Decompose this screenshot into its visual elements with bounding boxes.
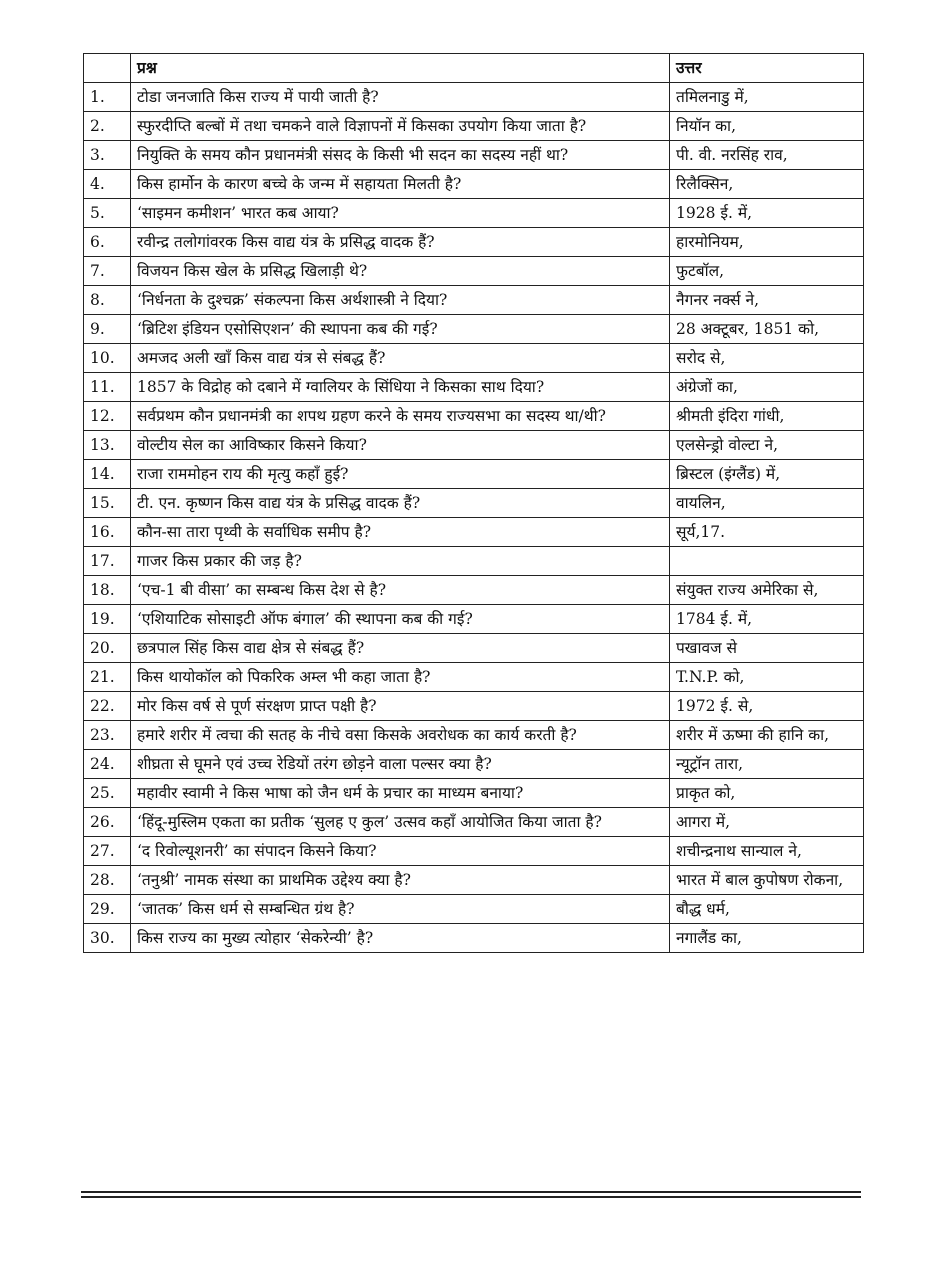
question-cell: मोर किस वर्ष से पूर्ण संरक्षण प्राप्त पक्षी है? bbox=[131, 692, 670, 721]
question-cell: कौन-सा तारा पृथ्वी के सर्वाधिक समीप है? bbox=[131, 518, 670, 547]
answer-cell: शचीन्द्रनाथ सान्याल ने, bbox=[670, 837, 864, 866]
table-row bbox=[84, 779, 864, 808]
question-cell: ‘जातक’ किस धर्म से सम्बन्धित ग्रंथ है? bbox=[131, 895, 670, 924]
answer-cell bbox=[670, 547, 864, 576]
row-number: 28. bbox=[84, 866, 131, 895]
row-number: 22. bbox=[84, 692, 131, 721]
row-number: 6. bbox=[84, 228, 131, 257]
table-row bbox=[84, 576, 864, 605]
answer-cell: नैगनर नर्क्स ने, bbox=[670, 286, 864, 315]
table-row bbox=[84, 286, 864, 315]
question-cell: हमारे शरीर में त्वचा की सतह के नीचे वसा किसके अवरोधक का कार्य करती है? bbox=[131, 721, 670, 750]
answer-cell: संयुक्त राज्य अमेरिका से, bbox=[670, 576, 864, 605]
row-number: 24. bbox=[84, 750, 131, 779]
answer-cell: फुटबॉल, bbox=[670, 257, 864, 286]
answer-cell: एलसेन्ड्रो वोल्टा ने, bbox=[670, 431, 864, 460]
row-number: 27. bbox=[84, 837, 131, 866]
footer-rule-bottom bbox=[81, 1196, 861, 1198]
row-number: 19. bbox=[84, 605, 131, 634]
table-row bbox=[84, 402, 864, 431]
answer-cell: श्रीमती इंदिरा गांधी, bbox=[670, 402, 864, 431]
question-cell: ‘ब्रिटिश इंडियन एसोसिएशन’ की स्थापना कब की गई? bbox=[131, 315, 670, 344]
answer-cell: रिलैक्सिन, bbox=[670, 170, 864, 199]
header-row bbox=[84, 54, 864, 83]
row-number: 14. bbox=[84, 460, 131, 489]
row-number: 23. bbox=[84, 721, 131, 750]
question-cell: ‘निर्धनता के दुश्चक्र’ संकल्पना किस अर्थशास्त्री ने दिया? bbox=[131, 286, 670, 315]
answer-cell: ब्रिस्टल (इंग्लैंड) में, bbox=[670, 460, 864, 489]
table-row bbox=[84, 460, 864, 489]
table-row bbox=[84, 663, 864, 692]
question-cell: ‘साइमन कमीशन’ भारत कब आया? bbox=[131, 199, 670, 228]
row-number: 4. bbox=[84, 170, 131, 199]
question-cell: किस हार्मोन के कारण बच्चे के जन्म में सहायता मिलती है? bbox=[131, 170, 670, 199]
table-row bbox=[84, 373, 864, 402]
header-answer: उत्तर bbox=[670, 54, 864, 83]
question-cell: वोल्टीय सेल का आविष्कार किसने किया? bbox=[131, 431, 670, 460]
table-row bbox=[84, 721, 864, 750]
table-row bbox=[84, 257, 864, 286]
table-row bbox=[84, 315, 864, 344]
row-number: 18. bbox=[84, 576, 131, 605]
answer-cell: अंग्रेजों का, bbox=[670, 373, 864, 402]
table-row bbox=[84, 692, 864, 721]
answer-cell: 1972 ई. से, bbox=[670, 692, 864, 721]
question-cell: 1857 के विद्रोह को दबाने में ग्वालियर के सिंधिया ने किसका साथ दिया? bbox=[131, 373, 670, 402]
table-row bbox=[84, 170, 864, 199]
answer-cell: न्यूट्रॉन तारा, bbox=[670, 750, 864, 779]
question-cell: ‘द रिवोल्यूशनरी’ का संपादन किसने किया? bbox=[131, 837, 670, 866]
table-row bbox=[84, 489, 864, 518]
question-cell: किस थायोकॉल को पिकरिक अम्ल भी कहा जाता है? bbox=[131, 663, 670, 692]
answer-cell: सूर्य,17. bbox=[670, 518, 864, 547]
question-cell: विजयन किस खेल के प्रसिद्ध खिलाड़ी थे? bbox=[131, 257, 670, 286]
row-number: 2. bbox=[84, 112, 131, 141]
table-row bbox=[84, 547, 864, 576]
qa-table bbox=[83, 53, 864, 953]
table-row bbox=[84, 344, 864, 373]
row-number: 5. bbox=[84, 199, 131, 228]
answer-cell: सरोद से, bbox=[670, 344, 864, 373]
row-number: 17. bbox=[84, 547, 131, 576]
answer-cell: पी. वी. नरसिंह राव, bbox=[670, 141, 864, 170]
answer-cell: नगालैंड का, bbox=[670, 924, 864, 953]
table-row bbox=[84, 866, 864, 895]
question-cell: सर्वप्रथम कौन प्रधानमंत्री का शपथ ग्रहण करने के समय राज्यसभा का सदस्य था/थी? bbox=[131, 402, 670, 431]
table-row bbox=[84, 924, 864, 953]
answer-cell: शरीर में ऊष्मा की हानि का, bbox=[670, 721, 864, 750]
table-row bbox=[84, 634, 864, 663]
question-cell: गाजर किस प्रकार की जड़ है? bbox=[131, 547, 670, 576]
question-cell: शीघ्रता से घूमने एवं उच्च रेडियों तरंग छोड़ने वाला पल्सर क्या है? bbox=[131, 750, 670, 779]
row-number: 1. bbox=[84, 83, 131, 112]
table-row bbox=[84, 518, 864, 547]
question-cell: ‘तनुश्री’ नामक संस्था का प्राथमिक उद्देश्य क्या है? bbox=[131, 866, 670, 895]
answer-cell: वायलिन, bbox=[670, 489, 864, 518]
question-cell: टी. एन. कृष्णन किस वाद्य यंत्र के प्रसिद्ध वादक हैं? bbox=[131, 489, 670, 518]
table-row bbox=[84, 199, 864, 228]
table-row bbox=[84, 431, 864, 460]
question-cell: ‘हिंदू-मुस्लिम एकता का प्रतीक ‘सुलह ए कुल’ उत्सव कहाँ आयोजित किया जाता है? bbox=[131, 808, 670, 837]
question-cell: रवीन्द्र तलोगांवरक किस वाद्य यंत्र के प्रसिद्ध वादक हैं? bbox=[131, 228, 670, 257]
question-cell: स्फुरदीप्ति बल्बों में तथा चमकने वाले विज्ञापनों में किसका उपयोग किया जाता है? bbox=[131, 112, 670, 141]
question-cell: टोडा जनजाति किस राज्य में पायी जाती है? bbox=[131, 83, 670, 112]
row-number: 9. bbox=[84, 315, 131, 344]
answer-cell: आगरा में, bbox=[670, 808, 864, 837]
table-row bbox=[84, 228, 864, 257]
row-number: 11. bbox=[84, 373, 131, 402]
answer-cell: प्राकृत को, bbox=[670, 779, 864, 808]
answer-cell: बौद्ध धर्म, bbox=[670, 895, 864, 924]
table-row bbox=[84, 83, 864, 112]
footer-rule-top bbox=[81, 1191, 861, 1193]
row-number: 21. bbox=[84, 663, 131, 692]
row-number: 20. bbox=[84, 634, 131, 663]
answer-cell: 1928 ई. में, bbox=[670, 199, 864, 228]
question-cell: राजा राममोहन राय की मृत्यु कहाँ हुई? bbox=[131, 460, 670, 489]
answer-cell: तमिलनाडु में, bbox=[670, 83, 864, 112]
table-row bbox=[84, 750, 864, 779]
question-cell: छत्रपाल सिंह किस वाद्य क्षेत्र से संबद्ध हैं? bbox=[131, 634, 670, 663]
row-number: 13. bbox=[84, 431, 131, 460]
table-row bbox=[84, 895, 864, 924]
header-question: प्रश्न bbox=[131, 54, 670, 83]
header-num bbox=[84, 54, 131, 83]
question-cell: नियुक्ति के समय कौन प्रधानमंत्री संसद के किसी भी सदन का सदस्य नहीं था? bbox=[131, 141, 670, 170]
question-cell: ‘एच-1 बी वीसा’ का सम्बन्ध किस देश से है? bbox=[131, 576, 670, 605]
question-cell: अमजद अली खाँ किस वाद्य यंत्र से संबद्ध हैं? bbox=[131, 344, 670, 373]
row-number: 25. bbox=[84, 779, 131, 808]
question-cell: किस राज्य का मुख्य त्योहार ‘सेकरेन्यी’ है? bbox=[131, 924, 670, 953]
table-body bbox=[84, 83, 864, 953]
question-cell: महावीर स्वामी ने किस भाषा को जैन धर्म के प्रचार का माध्यम बनाया? bbox=[131, 779, 670, 808]
answer-cell: हारमोनियम, bbox=[670, 228, 864, 257]
answer-cell: 1784 ई. में, bbox=[670, 605, 864, 634]
answer-cell: भारत में बाल कुपोषण रोकना, bbox=[670, 866, 864, 895]
row-number: 8. bbox=[84, 286, 131, 315]
answer-cell: 28 अक्टूबर, 1851 को, bbox=[670, 315, 864, 344]
table-row bbox=[84, 808, 864, 837]
table-row bbox=[84, 837, 864, 866]
table-row bbox=[84, 141, 864, 170]
row-number: 12. bbox=[84, 402, 131, 431]
row-number: 26. bbox=[84, 808, 131, 837]
row-number: 29. bbox=[84, 895, 131, 924]
answer-cell: पखावज से bbox=[670, 634, 864, 663]
row-number: 30. bbox=[84, 924, 131, 953]
table-row bbox=[84, 112, 864, 141]
row-number: 7. bbox=[84, 257, 131, 286]
row-number: 10. bbox=[84, 344, 131, 373]
answer-cell: नियॉन का, bbox=[670, 112, 864, 141]
question-cell: ‘एशियाटिक सोसाइटी ऑफ बंगाल’ की स्थापना कब की गई? bbox=[131, 605, 670, 634]
row-number: 16. bbox=[84, 518, 131, 547]
answer-cell: T.N.P. को, bbox=[670, 663, 864, 692]
row-number: 15. bbox=[84, 489, 131, 518]
table-row bbox=[84, 605, 864, 634]
row-number: 3. bbox=[84, 141, 131, 170]
